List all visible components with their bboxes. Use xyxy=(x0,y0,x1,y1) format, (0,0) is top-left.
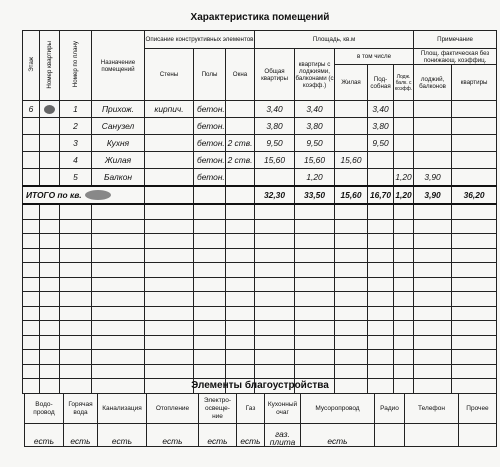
col-total-apt: Общая квартиры xyxy=(255,49,295,101)
rooms-title: Характеристика помещений xyxy=(190,12,330,23)
total-row: ИТОГО по кв. 32,30 33,50 15,60 16,70 1,20 3,90 36,20 xyxy=(23,186,497,204)
col-aux: Под- собная xyxy=(368,65,394,101)
amenities-table xyxy=(24,393,497,447)
col-incl-group: в том числе xyxy=(335,49,414,65)
table-row: 6 1 Прихож. кирпич. бетон. 3,40 3,40 3,40 xyxy=(23,101,497,118)
seal-mark xyxy=(85,190,111,200)
empty-row xyxy=(23,321,497,336)
col-construct-group: Описание конструктивных элементов xyxy=(145,31,255,49)
table-row: 3 Кухня бетон. 2 ств. 9,50 9,50 9,50 xyxy=(23,135,497,152)
empty-row xyxy=(23,277,497,292)
total-label: ИТОГО по кв. xyxy=(23,186,145,204)
empty-row xyxy=(23,335,497,350)
empty-row xyxy=(23,306,497,321)
table-row: 2 Санузел бетон. 3,80 3,80 3,80 xyxy=(23,118,497,135)
col-purpose: Назначение помещений xyxy=(92,31,145,101)
col-floor: Этаж xyxy=(23,31,40,101)
col-loggias-balconies: лоджий, балконов xyxy=(414,65,452,101)
col-floors: Полы xyxy=(194,49,226,101)
amenities-header-row: Водо- провод Горячая вода Канализация Отопление Электро- освеще- ние Газ Кухонный очаг Мусоропровод Радио Телефон Прочее xyxy=(25,394,497,424)
table-row: 4 Жилая бетон. 2 ств. 15,60 15,60 15,60 xyxy=(23,152,497,169)
col-living: Жилая xyxy=(335,65,368,101)
col-apartments: квартиры xyxy=(452,65,497,101)
col-plan-no: Номер по плану xyxy=(60,31,92,101)
col-apt-with-loggias: квартиры с лоджиями, балконами (с коэфф.) xyxy=(295,49,335,101)
rooms-table xyxy=(22,30,497,394)
col-loggia-coef: Лодж. балк. с коэфф. xyxy=(394,65,414,101)
empty-rows xyxy=(23,204,497,393)
empty-row xyxy=(23,248,497,263)
apt-number-seal xyxy=(40,101,60,118)
empty-row xyxy=(23,234,497,249)
col-apt-no: Номер квартиры xyxy=(40,31,60,101)
col-note-group: Примечание xyxy=(414,31,497,49)
col-windows: Окна xyxy=(226,49,255,101)
empty-row xyxy=(23,364,497,379)
amenities-values-row: есть есть есть есть есть есть газ. плита есть xyxy=(25,424,497,447)
col-area-group: Площадь, кв.м xyxy=(255,31,414,49)
empty-row xyxy=(23,292,497,307)
empty-row xyxy=(23,204,497,219)
table-row: 5 Балкон бетон. 1,20 1,20 3,90 xyxy=(23,169,497,187)
empty-row xyxy=(23,350,497,365)
amenities-title: Элементы благоустройства xyxy=(191,380,329,391)
empty-row xyxy=(23,263,497,278)
col-walls: Стены xyxy=(145,49,194,101)
empty-row xyxy=(23,219,497,234)
col-actual-area-group: Площ. фактическая без понижающ. коэффиц. xyxy=(414,49,497,65)
